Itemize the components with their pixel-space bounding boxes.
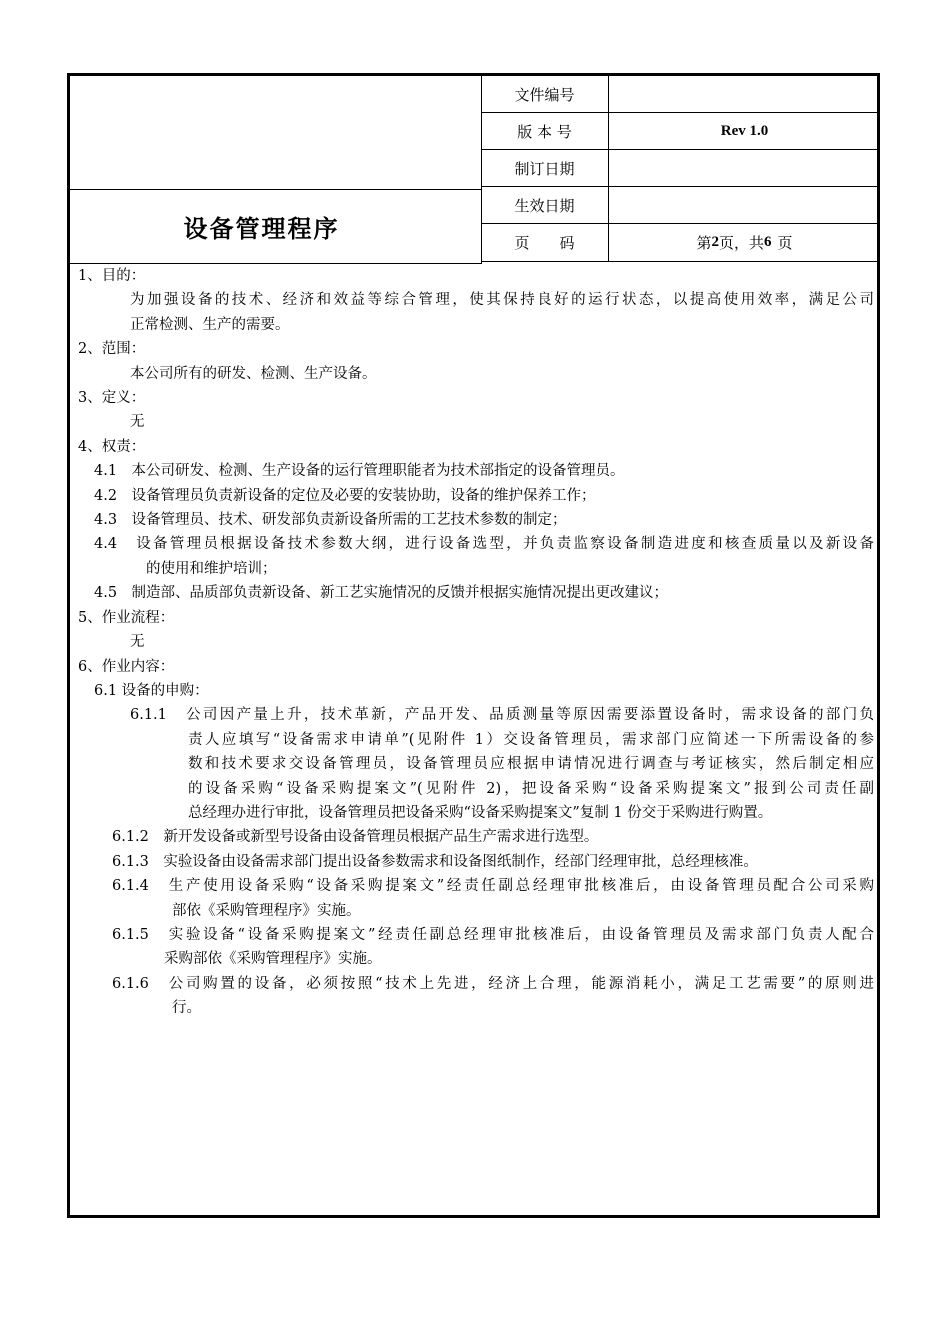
list-item: 6.1.4 生产使用设备采购“设备采购提案文”经责任副总经理审批核准后，由设备管理员配合公司采购	[112, 878, 874, 895]
paragraph-line: 正常检测、生产的需要。	[130, 316, 290, 333]
page-mid: 页，共	[718, 234, 764, 252]
list-item-continuation: 总经理办进行审批，设备管理员把设备采购“设备采购提案文”复制 1 份交于采购进行购置。	[188, 804, 773, 821]
list-item: 6.1.6 公司购置的设备，必须按照“技术上先进，经济上合理，能源消耗小，满足工艺需要”的原则进	[112, 975, 874, 992]
list-item-continuation: 部依《采购管理程序》实施。	[172, 902, 361, 919]
paragraph-line: 无	[130, 634, 145, 651]
meta-value	[609, 150, 880, 186]
document-title: 设备管理程序	[183, 214, 340, 243]
document-body	[78, 264, 874, 1021]
page-number: 2	[711, 234, 719, 250]
meta-label: 生效日期	[481, 187, 609, 223]
meta-label: 文件编号	[481, 76, 609, 112]
title-cell	[70, 189, 482, 264]
section-heading: 1、目的：	[78, 268, 146, 284]
meta-label: 版 本 号	[481, 113, 609, 149]
paragraph-line: 为加强设备的技术、经济和效益等综合管理，使其保持良好的运行状态，以提高使用效率，满足公司	[130, 292, 874, 309]
list-item-continuation: 的使用和维护培训；	[146, 560, 277, 577]
list-item: 4.3 设备管理员、技术、研发部负责新设备所需的工艺技术参数的制定；	[94, 512, 567, 529]
list-item: 6.1.3 实验设备由设备需求部门提出设备参数需求和设备图纸制作，经部门经理审批，总经理核准。	[112, 853, 758, 870]
section-heading: 5、作业流程：	[78, 609, 175, 626]
section-heading: 2、范围：	[78, 341, 146, 358]
list-item: 4.1 本公司研发、检测、生产设备的运行管理职能者为技术部指定的设备管理员。	[94, 463, 625, 480]
meta-value	[609, 76, 880, 112]
list-item-continuation: 责人应填写“设备需求申请单”(见附件 1）交设备管理员，需求部门应简述一下所需设备的参	[188, 731, 874, 748]
page-suffix: 页	[777, 234, 793, 252]
list-item: 6.1.1 公司因产量上升，技术革新，产品开发、品质测量等原因需要添置设备时，需求设备的部门负	[130, 707, 874, 724]
meta-row-effective-date	[481, 187, 880, 224]
page-indicator	[609, 224, 880, 261]
meta-table	[481, 76, 880, 262]
meta-row-page	[481, 224, 880, 262]
subsection-heading: 6.1 设备的申购：	[94, 682, 209, 699]
list-item-continuation: 的设备采购“设备采购提案文”(见附件 2)，把设备采购“设备采购提案文”报到公司责任副	[188, 780, 874, 797]
section-heading: 6、作业内容：	[78, 658, 175, 675]
list-item: 6.1.5 实验设备“设备采购提案文”经责任副总经理审批核准后，由设备管理员及需求部门负责人配合	[112, 926, 874, 943]
list-item-continuation: 采购部依《采购管理程序》实施。	[164, 951, 382, 968]
meta-label: 制订日期	[481, 150, 609, 186]
list-item-continuation: 行。	[172, 1000, 201, 1017]
page-prefix: 第	[696, 234, 712, 252]
document-frame	[67, 73, 880, 1218]
paragraph-line: 本公司所有的研发、检测、生产设备。	[130, 365, 377, 382]
meta-row-version	[481, 113, 880, 150]
list-item: 4.4 设备管理员根据设备技术参数大纲，进行设备选型，并负责监察设备制造进度和核查质量以及新设备	[94, 536, 874, 553]
section-heading: 4、权责：	[78, 438, 146, 455]
meta-row-draft-date	[481, 150, 880, 187]
list-item: 4.5 制造部、品质部负责新设备、新工艺实施情况的反馈并根据实施情况提出更改建议；	[94, 585, 669, 602]
meta-row-doc-number	[481, 76, 880, 113]
paragraph-line: 无	[130, 414, 145, 431]
meta-value	[609, 187, 880, 223]
list-item-continuation: 数和技术要求交设备管理员，设备管理员应根据申请情况进行调查与考证核实，然后制定相应	[188, 756, 874, 773]
section-heading: 3、定义：	[78, 390, 146, 407]
list-item: 4.2 设备管理员负责新设备的定位及必要的安装协助，设备的维护保养工作；	[94, 487, 596, 504]
meta-label: 页 码	[481, 224, 609, 261]
page-total: 6	[764, 234, 772, 250]
logo-area	[70, 76, 482, 190]
list-item: 6.1.2 新开发设备或新型号设备由设备管理员根据产品生产需求进行选型。	[112, 829, 599, 846]
meta-value: Rev 1.0	[720, 122, 769, 139]
